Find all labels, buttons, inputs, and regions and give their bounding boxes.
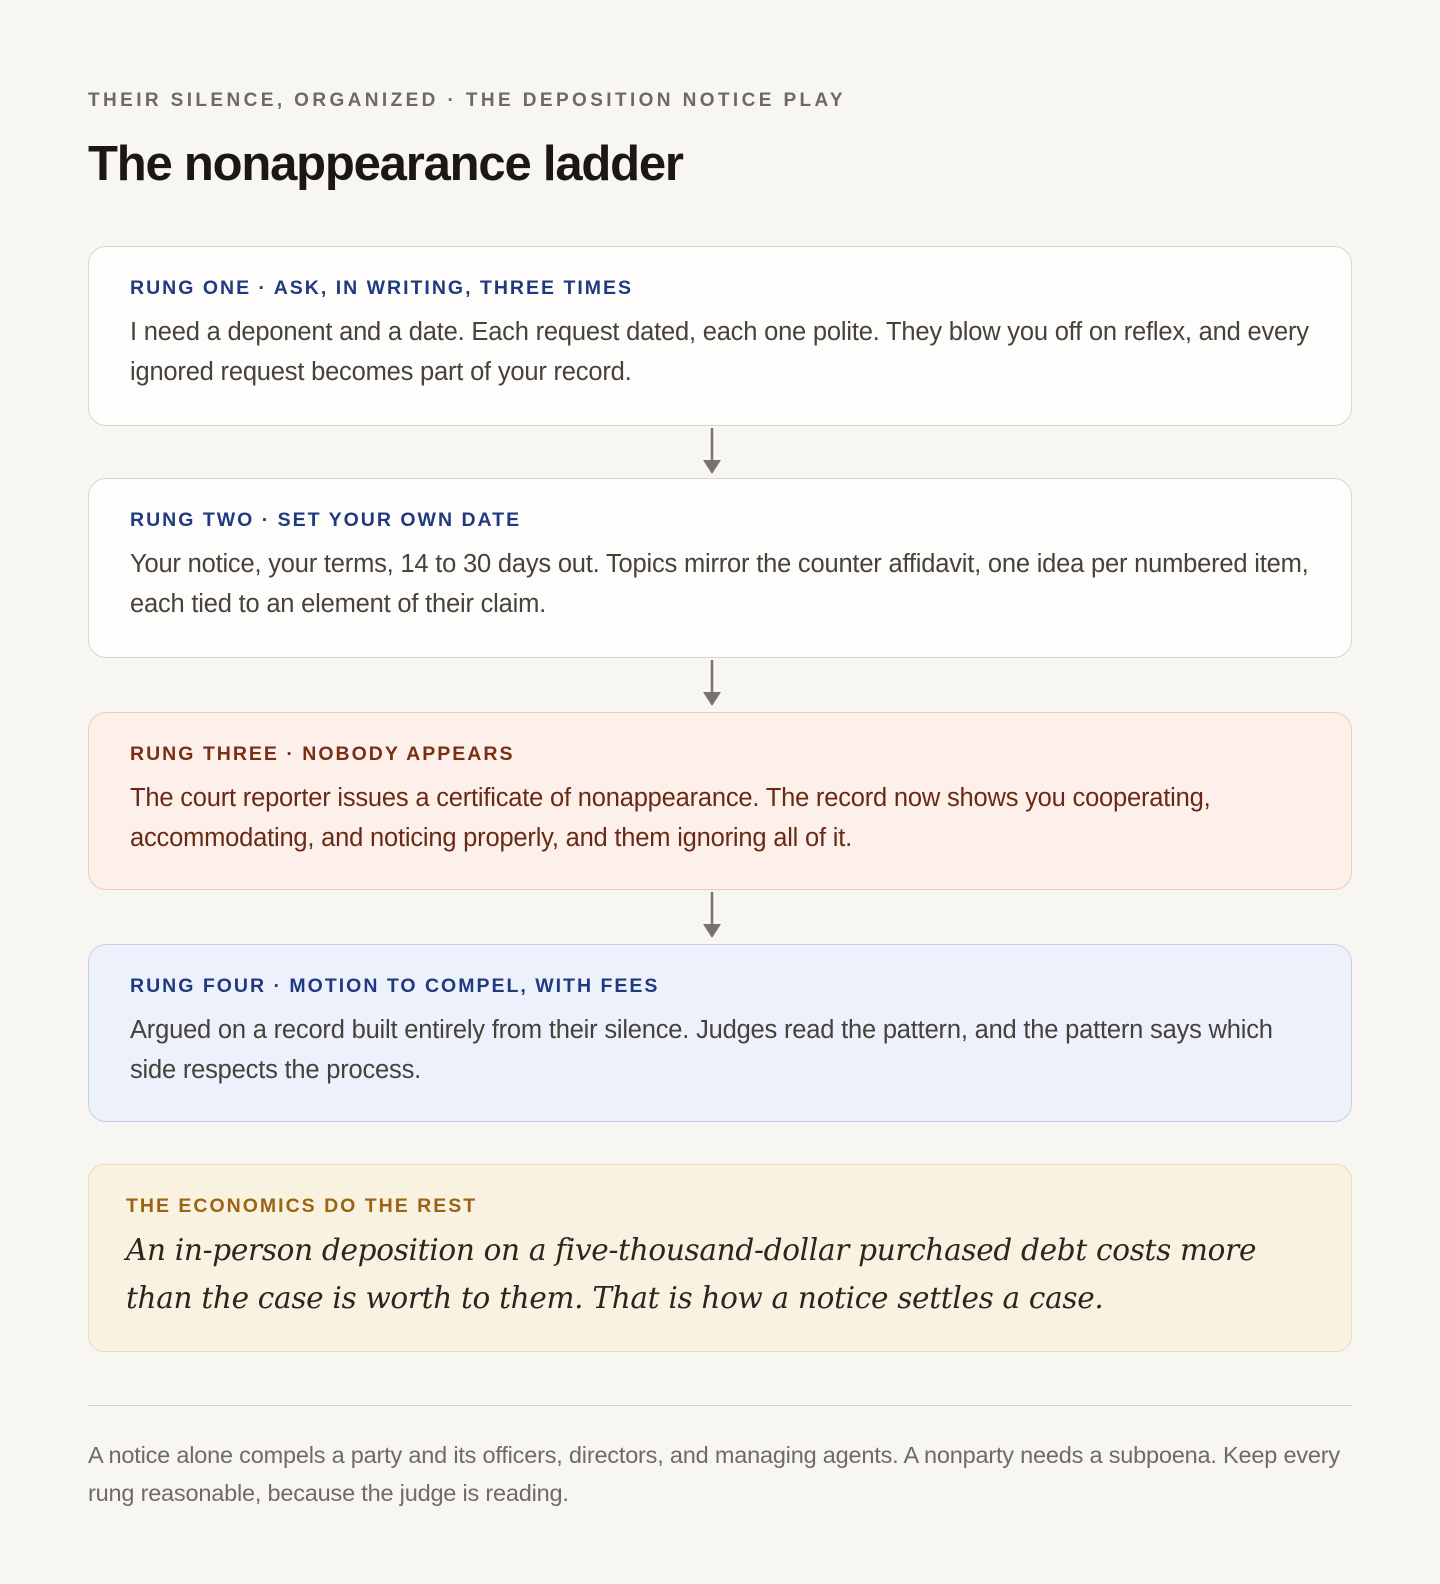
rung-three-label: RUNG THREE · NOBODY APPEARS	[130, 743, 515, 765]
rung-four-label: RUNG FOUR · MOTION TO COMPEL, WITH FEES	[130, 975, 660, 997]
eyebrow: THEIR SILENCE, ORGANIZED · THE DEPOSITION NOTICE PLAY	[88, 90, 846, 111]
rung-four-body: Argued on a record built entirely from their silence. Judges read the pattern, and the pattern says which side respects the process.	[130, 1016, 1273, 1084]
rung-two-label: RUNG TWO · SET YOUR OWN DATE	[130, 509, 522, 531]
divider	[88, 1405, 1352, 1406]
arrow-down-icon	[701, 658, 723, 708]
rung-four-card	[88, 944, 1352, 1122]
rung-one-body: I need a deponent and a date. Each request dated, each one polite. They blow you off on reflex, and every ignored request becomes part of your record.	[130, 318, 1309, 386]
economics-callout	[88, 1164, 1352, 1352]
rung-two-body: Your notice, your terms, 14 to 30 days out. Topics mirror the counter affidavit, one idea per numbered item, each tied to an element of their claim.	[130, 550, 1309, 618]
arrow-down-icon	[701, 890, 723, 940]
rung-two-card	[88, 478, 1352, 658]
rung-one-label: RUNG ONE · ASK, IN WRITING, THREE TIMES	[130, 277, 634, 299]
arrow-down-icon	[701, 426, 723, 476]
economics-label: THE ECONOMICS DO THE REST	[126, 1195, 478, 1217]
rung-one-card	[88, 246, 1352, 426]
page-title: The nonappearance ladder	[88, 137, 683, 191]
footnote: A notice alone compels a party and its officers, directors, and managing agents. A nonparty needs a subpoena. Keep every rung reasonable, because the judge is reading.	[88, 1442, 1340, 1506]
rung-three-card	[88, 712, 1352, 890]
economics-body: An in-person deposition on a five-thousand-dollar purchased debt costs more than the case is worth to them. That is how a notice settles a case.	[126, 1233, 1257, 1315]
rung-three-body: The court reporter issues a certificate of nonappearance. The record now shows you cooperating, accommodating, and noticing properly, and them ignoring all of it.	[130, 784, 1211, 852]
